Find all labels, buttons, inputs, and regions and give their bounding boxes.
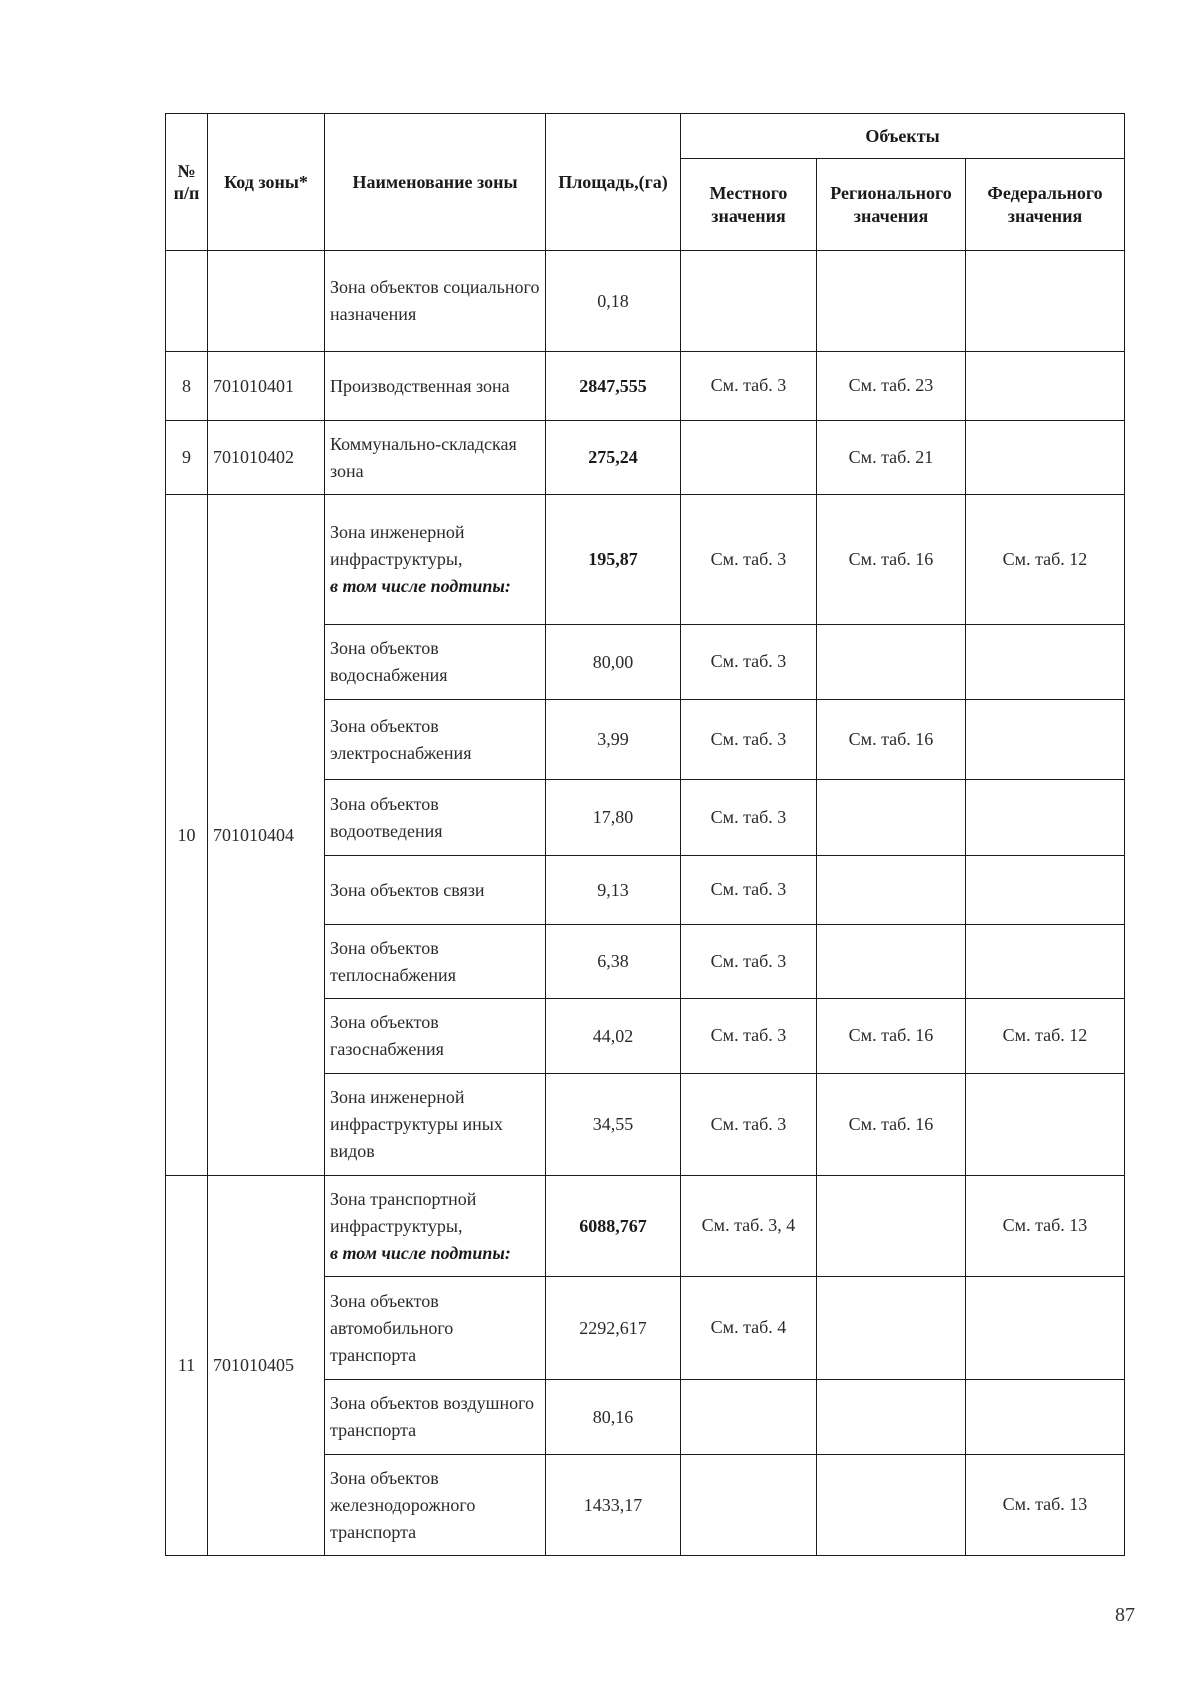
header-row-top [166, 114, 1125, 159]
header-objects: Объекты [681, 114, 1125, 159]
num-cell: 9 [166, 421, 208, 495]
zone-name-cell [325, 1176, 546, 1277]
area-cell: 80,00 [546, 625, 681, 700]
federal-ref-cell [966, 925, 1125, 999]
local-ref-cell: См. таб. 3 [681, 352, 817, 421]
federal-ref-cell [966, 1074, 1125, 1176]
federal-ref-cell [966, 421, 1125, 495]
local-ref-cell: См. таб. 3 [681, 925, 817, 999]
area-cell: 6,38 [546, 925, 681, 999]
federal-ref-cell [966, 625, 1125, 700]
header-regional: Регионального значения [817, 159, 966, 251]
zone-name-text: Зона транспортной инфраструктуры, [330, 1188, 477, 1236]
zone-name-cell: Зона объектов водоснабжения [325, 625, 546, 700]
federal-ref-cell [966, 700, 1125, 780]
zone-name-cell: Зона инженерной инфраструктуры иных видов [325, 1074, 546, 1176]
header-num: № п/п [166, 114, 208, 251]
regional-ref-cell: См. таб. 16 [817, 1074, 966, 1176]
local-ref-cell [681, 1455, 817, 1556]
regional-ref-cell: См. таб. 21 [817, 421, 966, 495]
area-cell: 9,13 [546, 856, 681, 925]
zone-name-cell: Зона объектов железнодорожного транспорта [325, 1455, 546, 1556]
zone-name-cell: Зона объектов воздушного транспорта [325, 1380, 546, 1455]
regional-ref-cell: См. таб. 23 [817, 352, 966, 421]
area-cell: 80,16 [546, 1380, 681, 1455]
area-cell: 3,99 [546, 700, 681, 780]
zone-name-cell: Зона объектов связи [325, 856, 546, 925]
regional-ref-cell [817, 1380, 966, 1455]
area-cell: 17,80 [546, 780, 681, 856]
header-code: Код зоны* [208, 114, 325, 251]
header-local: Местного значения [681, 159, 817, 251]
page-number: 87 [1115, 1604, 1135, 1626]
zone-name-cell: Зона объектов водоотведения [325, 780, 546, 856]
area-cell: 1433,17 [546, 1455, 681, 1556]
federal-ref-cell [966, 251, 1125, 352]
local-ref-cell: См. таб. 3 [681, 999, 817, 1074]
header-federal: Федерального значения [966, 159, 1125, 251]
area-cell: 2847,555 [546, 352, 681, 421]
federal-ref-cell: См. таб. 12 [966, 999, 1125, 1074]
table-row [166, 495, 1125, 625]
federal-ref-cell [966, 856, 1125, 925]
zone-name-cell: Зона объектов теплоснабжения [325, 925, 546, 999]
header-name: Наименование зоны [325, 114, 546, 251]
local-ref-cell: См. таб. 3 [681, 495, 817, 625]
zone-name-cell: Зона объектов газоснабжения [325, 999, 546, 1074]
zone-name-cell [325, 495, 546, 625]
local-ref-cell: См. таб. 3 [681, 780, 817, 856]
local-ref-cell [681, 421, 817, 495]
header-area: Площадь,(га) [546, 114, 681, 251]
regional-ref-cell [817, 1176, 966, 1277]
code-cell: 701010404 [208, 495, 325, 1176]
federal-ref-cell [966, 352, 1125, 421]
code-cell: 701010402 [208, 421, 325, 495]
table-row [166, 1176, 1125, 1277]
table-row [166, 251, 1125, 352]
regional-ref-cell [817, 856, 966, 925]
subtypes-note: в том числе подтипы: [330, 1242, 511, 1263]
area-cell: 275,24 [546, 421, 681, 495]
zones-table [165, 113, 1125, 1556]
zone-name-cell: Зона объектов социального назначения [325, 251, 546, 352]
regional-ref-cell: См. таб. 16 [817, 495, 966, 625]
local-ref-cell: См. таб. 3 [681, 856, 817, 925]
zone-name-cell: Зона объектов автомобильного транспорта [325, 1277, 546, 1380]
local-ref-cell: См. таб. 3 [681, 1074, 817, 1176]
regional-ref-cell [817, 251, 966, 352]
area-cell: 44,02 [546, 999, 681, 1074]
regional-ref-cell: См. таб. 16 [817, 700, 966, 780]
area-cell: 2292,617 [546, 1277, 681, 1380]
area-cell: 34,55 [546, 1074, 681, 1176]
area-cell: 0,18 [546, 251, 681, 352]
federal-ref-cell [966, 1380, 1125, 1455]
code-cell: 701010405 [208, 1176, 325, 1556]
local-ref-cell: См. таб. 4 [681, 1277, 817, 1380]
regional-ref-cell [817, 925, 966, 999]
area-cell: 6088,767 [546, 1176, 681, 1277]
regional-ref-cell: См. таб. 16 [817, 999, 966, 1074]
local-ref-cell [681, 251, 817, 352]
area-cell: 195,87 [546, 495, 681, 625]
zone-name-text: Зона инженерной инфраструктуры, [330, 522, 465, 569]
federal-ref-cell: См. таб. 13 [966, 1176, 1125, 1277]
regional-ref-cell [817, 1277, 966, 1380]
federal-ref-cell [966, 780, 1125, 856]
num-cell [166, 251, 208, 352]
regional-ref-cell [817, 1455, 966, 1556]
federal-ref-cell: См. таб. 13 [966, 1455, 1125, 1556]
table-row [166, 352, 1125, 421]
zone-name-cell: Зона объектов электроснабжения [325, 700, 546, 780]
local-ref-cell: См. таб. 3, 4 [681, 1176, 817, 1277]
regional-ref-cell [817, 625, 966, 700]
code-cell: 701010401 [208, 352, 325, 421]
table-row [166, 421, 1125, 495]
subtypes-note: в том числе подтипы: [330, 576, 511, 596]
local-ref-cell [681, 1380, 817, 1455]
zone-name-cell: Производственная зона [325, 352, 546, 421]
local-ref-cell: См. таб. 3 [681, 625, 817, 700]
num-cell: 10 [166, 495, 208, 1176]
regional-ref-cell [817, 780, 966, 856]
zone-name-cell: Коммунально-складская зона [325, 421, 546, 495]
local-ref-cell: См. таб. 3 [681, 700, 817, 780]
federal-ref-cell: См. таб. 12 [966, 495, 1125, 625]
num-cell: 8 [166, 352, 208, 421]
federal-ref-cell [966, 1277, 1125, 1380]
code-cell [208, 251, 325, 352]
num-cell: 11 [166, 1176, 208, 1556]
